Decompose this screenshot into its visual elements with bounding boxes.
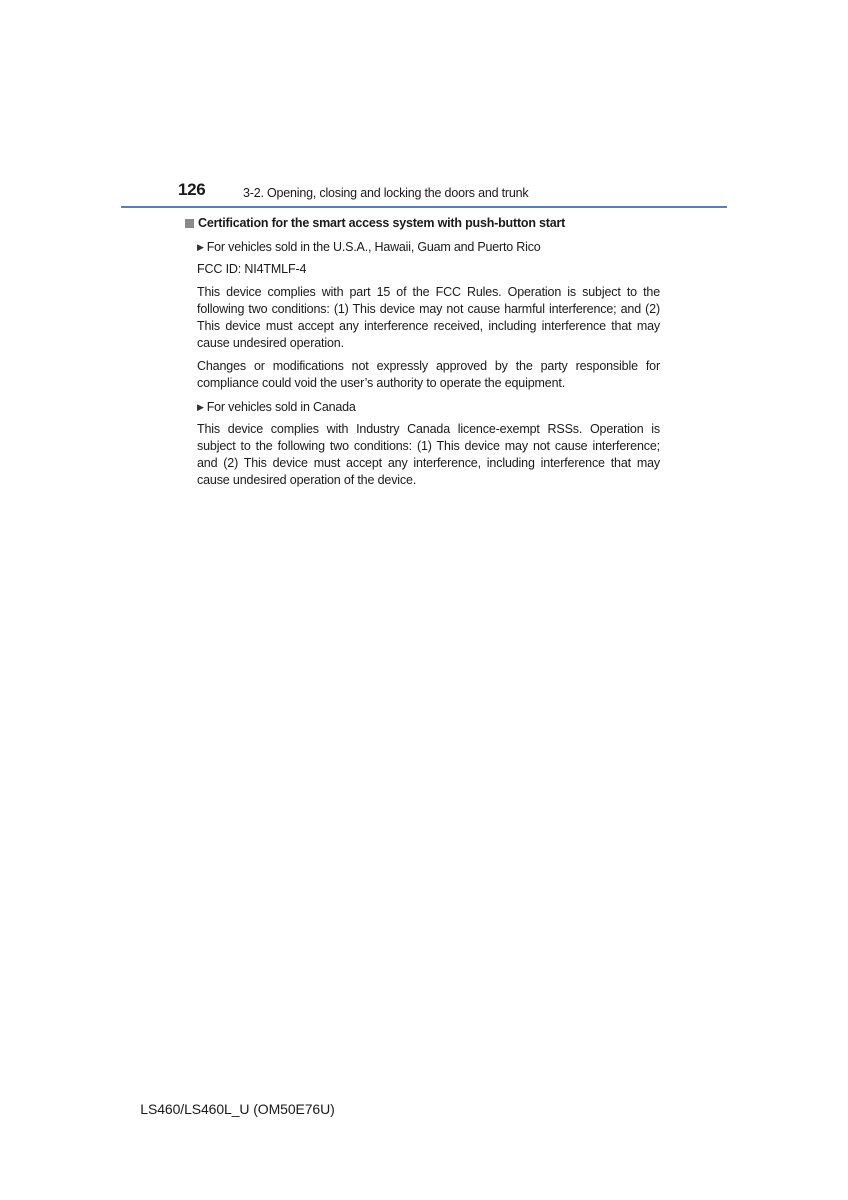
subsection-us [197, 238, 660, 392]
square-bullet-icon [185, 219, 194, 228]
section-heading-text: Certification for the smart access system with push-button start [198, 216, 566, 230]
fcc-compliance-paragraph: This device complies with part 15 of the FCC Rules. Operation is subject to the following two conditions: (1) This device may not cause harmful interference; and (2) This device must accept any interference received, including interference that may cause undesired operation. [197, 285, 660, 350]
header-divider [121, 206, 727, 208]
page-number: 126 [178, 180, 206, 199]
modifications-warning-paragraph: Changes or modifications not expressly approved by the party responsible for compliance could void the user’s authority to operate the equipment. [197, 359, 660, 390]
subsection-canada [197, 398, 660, 489]
subsection-title-canada: For vehicles sold in Canada [206, 400, 356, 414]
subsection-title-us: For vehicles sold in the U.S.A., Hawaii, Guam and Puerto Rico [206, 240, 541, 254]
canada-compliance-paragraph: This device complies with Industry Canada licence-exempt RSSs. Operation is subject to the following two conditions: (1) This device may not cause interference; and (2) This device must accept any interference, including interference that may cause undesired operation of the device. [197, 422, 660, 487]
subsection-heading-us [197, 238, 660, 256]
section-title: 3-2. Opening, closing and locking the doors and trunk [243, 186, 529, 200]
main-content [185, 214, 660, 495]
triangle-right-icon: ▶ [197, 242, 204, 252]
subsection-heading-canada [197, 398, 660, 416]
fcc-id-text: FCC ID: NI4TMLF-4 [197, 262, 307, 276]
triangle-right-icon: ▶ [197, 402, 204, 412]
section-heading [185, 214, 660, 232]
footer-model-code: LS460/LS460L_U (OM50E76U) [140, 1101, 335, 1117]
